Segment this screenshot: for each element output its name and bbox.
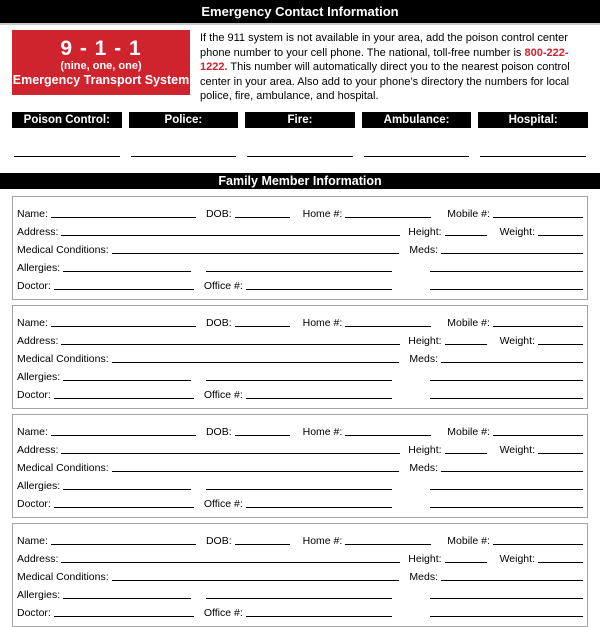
nine-one-one-system-name: Emergency Transport System	[12, 72, 190, 87]
height-blank-line	[445, 344, 487, 345]
address-label: Address:	[17, 334, 59, 347]
weight-blank-line	[538, 235, 583, 236]
emergency-header-bar	[0, 0, 600, 23]
mobile-phone-blank-line	[493, 544, 583, 545]
member-row-doctor	[17, 493, 583, 511]
doctor-label: Doctor:	[17, 497, 51, 510]
address-label: Address:	[17, 225, 59, 238]
nine-one-one-box	[12, 30, 190, 95]
office-phone-label: Office #:	[203, 388, 243, 401]
meds-blank-line	[441, 580, 583, 581]
office-phone-blank-line	[246, 398, 392, 399]
member-row-address	[17, 548, 583, 566]
height-blank-line	[445, 562, 487, 563]
allergies-blank-line-2	[206, 380, 392, 381]
dob-blank-line	[235, 326, 290, 327]
medical-conditions-label: Medical Conditions:	[17, 352, 109, 365]
doctor-blank-line	[54, 616, 194, 617]
contact-label: Hospital:	[478, 112, 588, 128]
medical-conditions-label: Medical Conditions:	[17, 243, 109, 256]
member-row-identity	[17, 312, 583, 330]
emergency-contacts-row	[12, 112, 588, 157]
meds-label: Meds:	[409, 243, 438, 256]
poison-hotline-number: 800-222-1222.	[200, 46, 569, 73]
allergies-blank-line	[63, 598, 191, 599]
address-label: Address:	[17, 443, 59, 456]
emergency-header-title: Emergency Contact Information	[201, 4, 399, 19]
meds-label: Meds:	[409, 352, 438, 365]
address-blank-line	[61, 235, 400, 236]
dob-label: DOB:	[205, 425, 232, 438]
office-phone-label: Office #:	[203, 606, 243, 619]
home-phone-blank-line	[345, 435, 431, 436]
meds-blank-line-3	[430, 616, 583, 617]
medical-conditions-blank-line	[112, 580, 400, 581]
height-label: Height:	[408, 334, 442, 347]
dob-label: DOB:	[205, 534, 232, 547]
member-row-address	[17, 330, 583, 348]
contact-label: Ambulance:	[362, 112, 472, 128]
weight-label: Weight:	[499, 443, 535, 456]
member-row-address	[17, 439, 583, 457]
name-blank-line	[51, 217, 196, 218]
weight-blank-line	[538, 562, 583, 563]
medical-conditions-blank-line	[112, 471, 400, 472]
allergies-blank-line	[63, 271, 191, 272]
name-blank-line	[51, 326, 196, 327]
medical-conditions-blank-line	[112, 362, 400, 363]
mobile-phone-label: Mobile #:	[447, 534, 490, 547]
nine-one-one-pronunciation: (nine, one, one)	[60, 59, 142, 72]
name-blank-line	[51, 544, 196, 545]
dob-blank-line	[235, 435, 290, 436]
weight-label: Weight:	[499, 552, 535, 565]
meds-blank-line	[441, 253, 583, 254]
allergies-blank-line-2	[206, 271, 392, 272]
mobile-phone-label: Mobile #:	[447, 207, 490, 220]
contact-blank-line	[480, 156, 586, 157]
family-member-card	[12, 196, 588, 300]
allergies-blank-line	[63, 489, 191, 490]
member-row-identity	[17, 530, 583, 548]
info-text-after: This number will automatically direct you to the nearest poison control center in your area. Also add to your phone’s directory the numbers for local police, fire, ambulance, and hospital.	[200, 61, 570, 102]
nine-one-one-number: 9 - 1 - 1	[60, 36, 142, 60]
meds-label: Meds:	[409, 461, 438, 474]
meds-blank-line-2	[430, 380, 583, 381]
home-phone-label: Home #:	[302, 425, 343, 438]
home-phone-blank-line	[345, 217, 431, 218]
meds-blank-line-2	[430, 489, 583, 490]
medical-conditions-blank-line	[112, 253, 400, 254]
name-label: Name:	[17, 207, 48, 220]
contact-blank-line	[247, 156, 353, 157]
member-row-medical	[17, 239, 583, 257]
weight-label: Weight:	[499, 225, 535, 238]
height-label: Height:	[408, 443, 442, 456]
contact-column	[478, 112, 588, 157]
doctor-blank-line	[54, 289, 194, 290]
office-phone-blank-line	[246, 289, 392, 290]
info-text-before: If the 911 system is not available in your area, add the poison control center phone number to your cell phone. The national, toll-free number is	[200, 32, 568, 59]
mobile-phone-blank-line	[493, 217, 583, 218]
meds-blank-line-2	[430, 598, 583, 599]
address-blank-line	[61, 453, 400, 454]
member-row-medical	[17, 457, 583, 475]
allergies-blank-line	[63, 380, 191, 381]
mobile-phone-blank-line	[493, 435, 583, 436]
mobile-phone-label: Mobile #:	[447, 425, 490, 438]
contact-blank-line	[131, 156, 237, 157]
height-label: Height:	[408, 225, 442, 238]
member-row-allergies	[17, 366, 583, 384]
contact-column	[129, 112, 239, 157]
family-member-card	[12, 305, 588, 409]
meds-blank-line	[441, 471, 583, 472]
member-row-doctor	[17, 384, 583, 402]
height-label: Height:	[408, 552, 442, 565]
office-phone-blank-line	[246, 507, 392, 508]
allergies-label: Allergies:	[17, 261, 61, 274]
contact-column	[12, 112, 122, 157]
family-header-title: Family Member Information	[218, 173, 382, 188]
contact-column	[245, 112, 355, 157]
meds-label: Meds:	[409, 570, 438, 583]
member-row-doctor	[17, 275, 583, 293]
contact-label: Poison Control:	[12, 112, 122, 128]
intro-section	[12, 30, 588, 104]
family-members-list	[12, 196, 588, 627]
address-blank-line	[61, 344, 400, 345]
contact-blank-line	[364, 156, 470, 157]
height-blank-line	[445, 453, 487, 454]
doctor-label: Doctor:	[17, 606, 51, 619]
contact-label: Fire:	[245, 112, 355, 128]
meds-blank-line	[441, 362, 583, 363]
allergies-blank-line-2	[206, 598, 392, 599]
doctor-blank-line	[54, 507, 194, 508]
meds-blank-line-3	[430, 398, 583, 399]
mobile-phone-label: Mobile #:	[447, 316, 490, 329]
family-member-card	[12, 414, 588, 518]
member-row-allergies	[17, 584, 583, 602]
doctor-label: Doctor:	[17, 279, 51, 292]
dob-blank-line	[235, 544, 290, 545]
member-row-medical	[17, 348, 583, 366]
home-phone-label: Home #:	[302, 207, 343, 220]
meds-blank-line-3	[430, 507, 583, 508]
allergies-blank-line-2	[206, 489, 392, 490]
medical-conditions-label: Medical Conditions:	[17, 570, 109, 583]
address-blank-line	[61, 562, 400, 563]
contact-column	[362, 112, 472, 157]
home-phone-blank-line	[345, 544, 431, 545]
mobile-phone-blank-line	[493, 326, 583, 327]
allergies-label: Allergies:	[17, 370, 61, 383]
name-label: Name:	[17, 316, 48, 329]
meds-blank-line-2	[430, 271, 583, 272]
dob-blank-line	[235, 217, 290, 218]
member-row-address	[17, 221, 583, 239]
family-member-card	[12, 523, 588, 627]
doctor-blank-line	[54, 398, 194, 399]
home-phone-blank-line	[345, 326, 431, 327]
name-blank-line	[51, 435, 196, 436]
height-blank-line	[445, 235, 487, 236]
contact-label: Police:	[129, 112, 239, 128]
member-row-identity	[17, 203, 583, 221]
poison-control-info-text	[200, 30, 588, 104]
member-row-medical	[17, 566, 583, 584]
name-label: Name:	[17, 425, 48, 438]
office-phone-label: Office #:	[203, 497, 243, 510]
contact-blank-line	[14, 156, 120, 157]
name-label: Name:	[17, 534, 48, 547]
doctor-label: Doctor:	[17, 388, 51, 401]
home-phone-label: Home #:	[302, 316, 343, 329]
office-phone-label: Office #:	[203, 279, 243, 292]
member-row-doctor	[17, 602, 583, 620]
member-row-allergies	[17, 257, 583, 275]
member-row-allergies	[17, 475, 583, 493]
weight-label: Weight:	[499, 334, 535, 347]
address-label: Address:	[17, 552, 59, 565]
allergies-label: Allergies:	[17, 479, 61, 492]
dob-label: DOB:	[205, 207, 232, 220]
office-phone-blank-line	[246, 616, 392, 617]
meds-blank-line-3	[430, 289, 583, 290]
family-header-bar	[0, 173, 600, 189]
medical-conditions-label: Medical Conditions:	[17, 461, 109, 474]
member-row-identity	[17, 421, 583, 439]
allergies-label: Allergies:	[17, 588, 61, 601]
weight-blank-line	[538, 344, 583, 345]
dob-label: DOB:	[205, 316, 232, 329]
weight-blank-line	[538, 453, 583, 454]
home-phone-label: Home #:	[302, 534, 343, 547]
